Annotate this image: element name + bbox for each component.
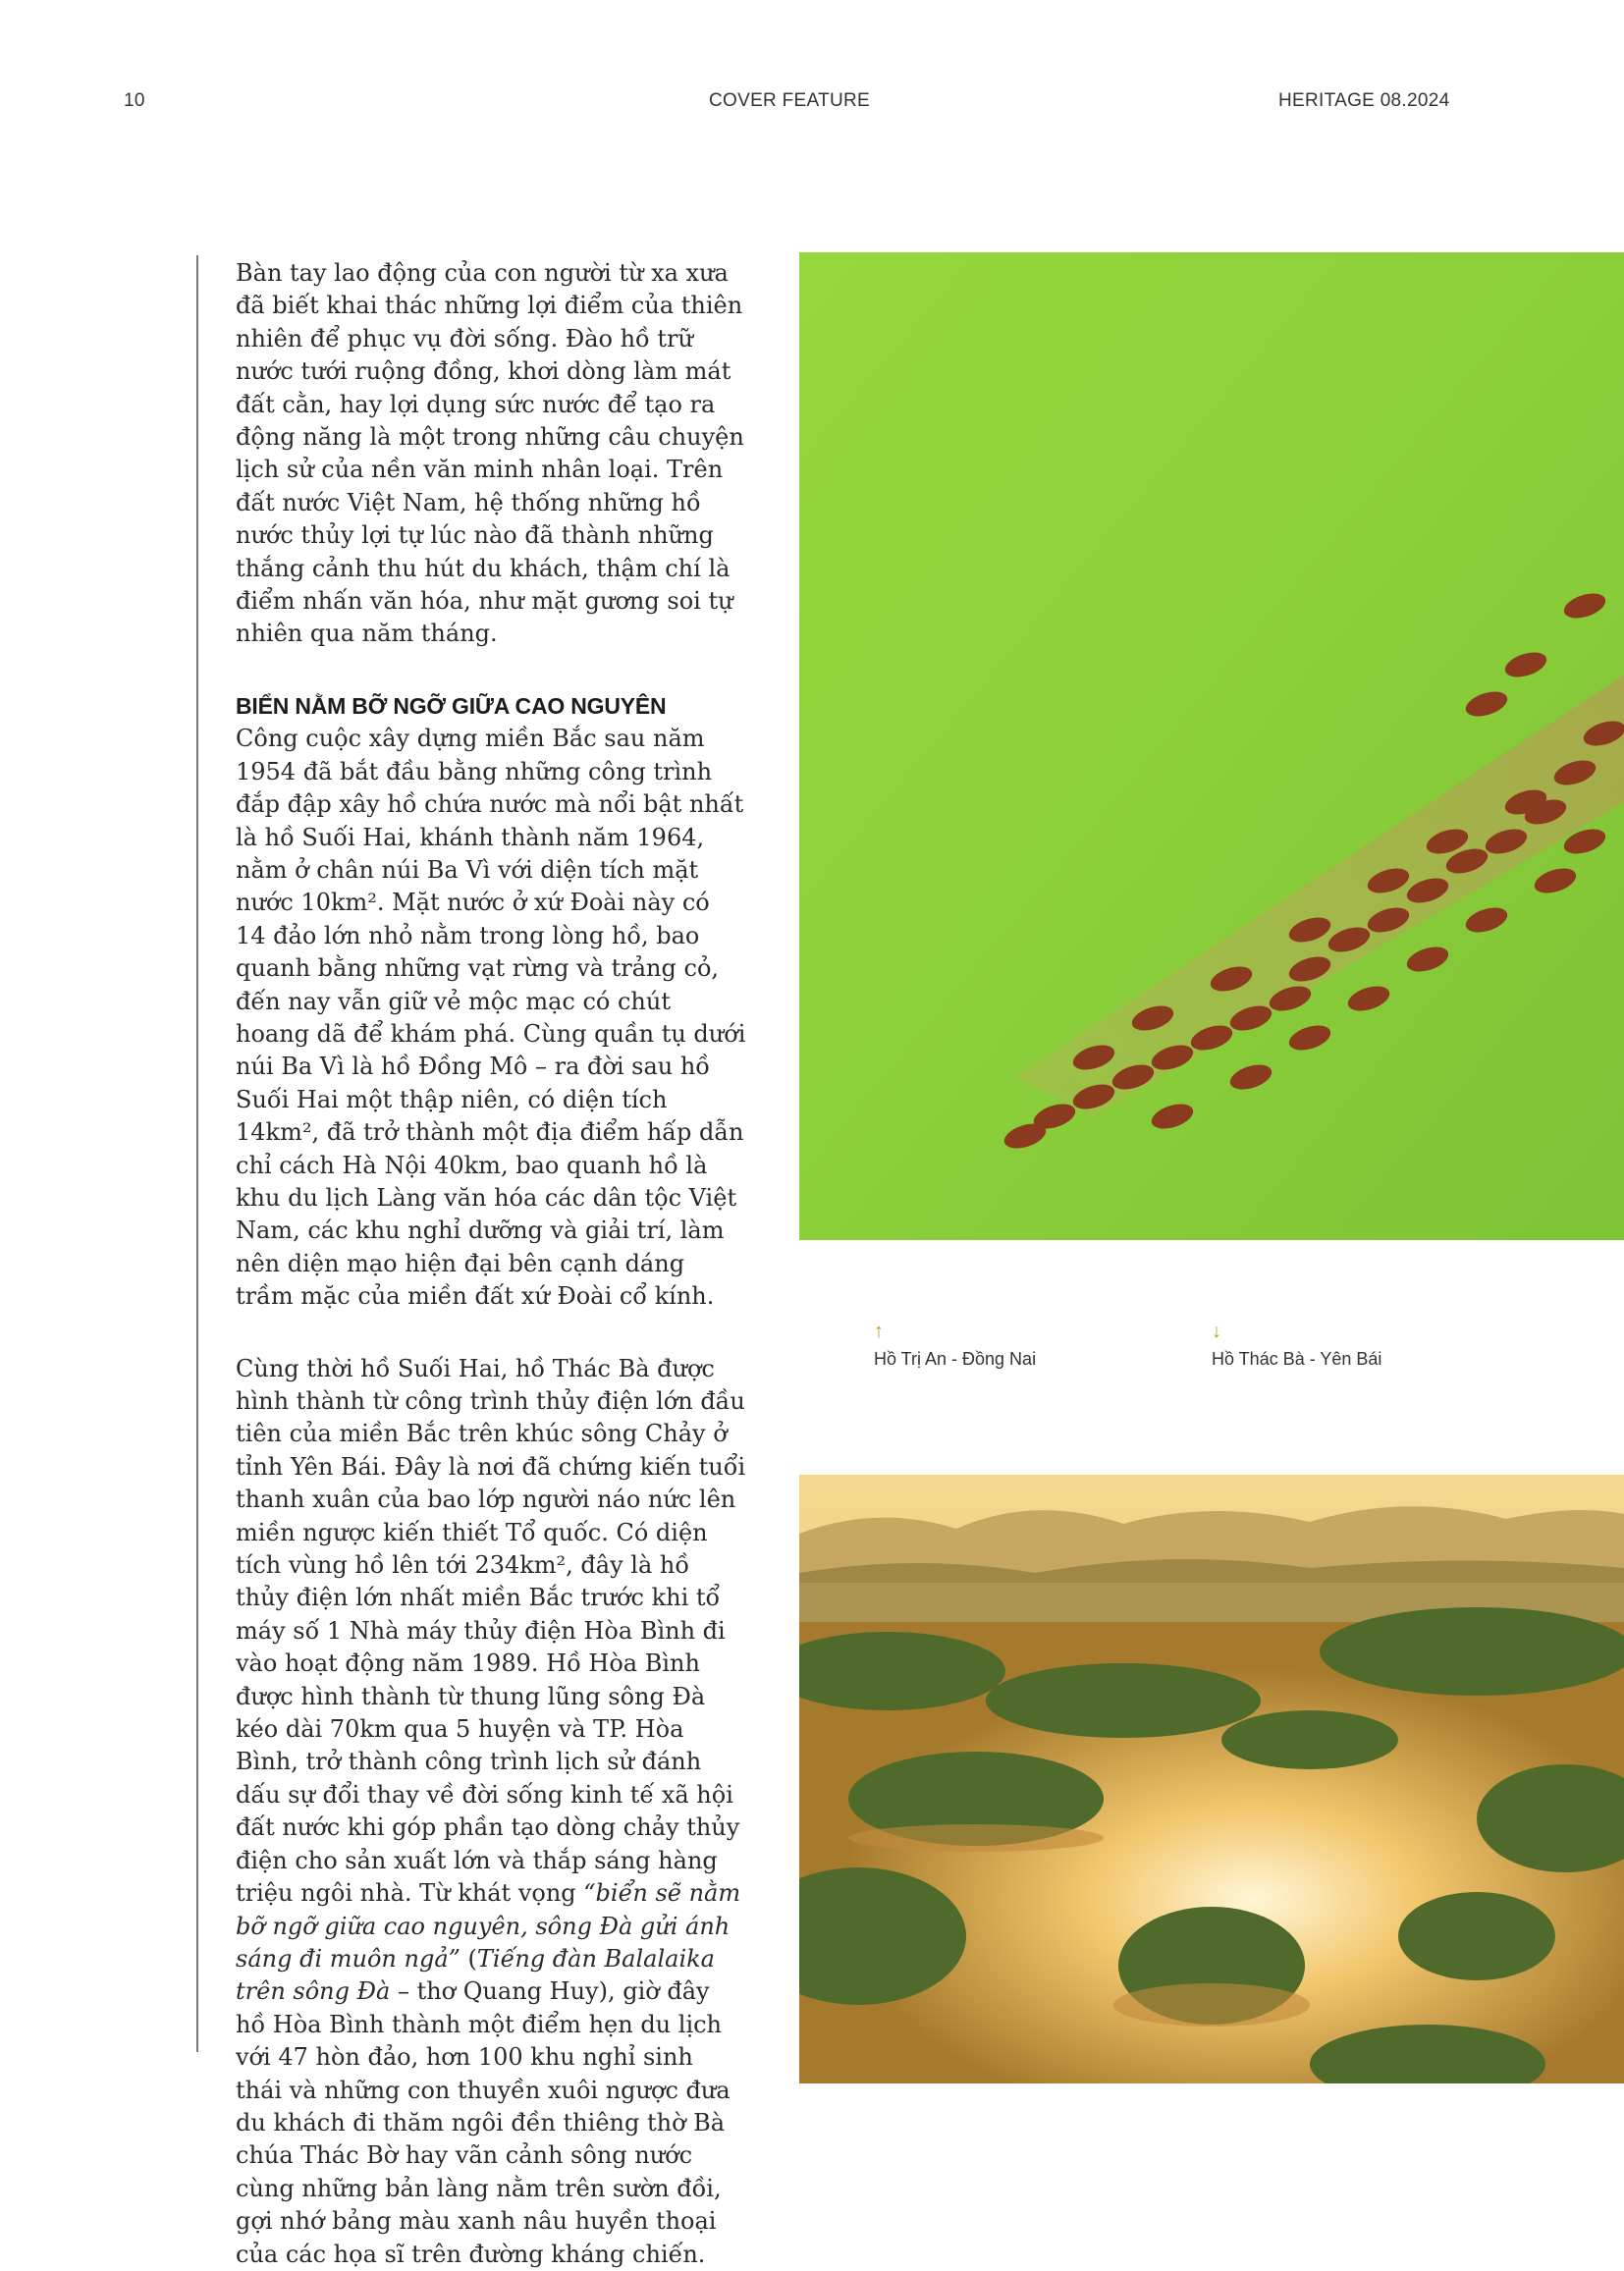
page-number: 10 [124,90,145,111]
column-rule [196,255,198,2052]
article-body [236,257,746,2271]
arrow-up-icon: ↑ [874,1321,884,1342]
section-heading: BIỂN NẰM BỠ NGỠ GIỮA CAO NGUYÊN [236,692,667,719]
issue-label: HERITAGE 08.2024 [1278,90,1450,111]
para2-text-a: Cùng thời hồ Suối Hai, hồ Thác Bà được hình thành từ công trình thủy điện lớn đầu tiên của miền Bắc trên khúc sông Chảy ở tỉnh Yên Bái. Đây là nơi đã chứng kiến tuổi thanh xuân của bao lớp người náo nức lên miền ngược kiến thiết Tổ quốc. Có diện tích vùng hồ lên tới 234km², đây là hồ thủy điện lớn nhất miền Bắc trước khi tổ máy số 1 Nhà máy thủy điện Hòa Bình đi vào hoạt động năm 1989. Hồ Hòa Bình được hình thành từ thung lũng sông Đà kéo dài 70km qua 5 huyện và TP. Hòa Bình, trở thành công trình lịch sử đánh dấu sự đổi thay về đời sống kinh tế xã hội đất nước khi góp phần tạo dòng chảy thủy điện cho sản xuất lớn và thắp sáng hàng triệu ngôi nhà. Từ khát vọng [236,1354,746,1908]
arrow-down-icon: ↓ [1212,1321,1221,1342]
para2-text-c: – thơ Quang Huy), giờ đây hồ Hòa Bình thành một điểm hẹn du lịch với 47 hòn đảo, hơn 100 khu nghỉ sinh thái và những con thuyền xuôi ngược đưa du khách đi thăm ngôi đền thiêng thờ Bà chúa Thác Bờ hay vãn cảnh sông nước cùng những bản làng nằm trên sườn đồi, gợi nhớ bảng màu xanh nâu huyền thoại của các họa sĩ trên đường kháng chiến. [236,1977,731,2268]
section-label: COVER FEATURE [709,90,871,111]
caption-bottom [1212,1320,1381,1370]
intro-paragraph: Bàn tay lao động của con người từ xa xưa đã biết khai thác những lợi điểm của thiên nhiên để phục vụ đời sống. Đào hồ trữ nước tưới ruộng đồng, khơi dòng làm mát đất cằn, hay lợi dụng sức nước để tạo ra động năng là một trong những câu chuyện lịch sử của nền văn minh nhân loại. Trên đất nước Việt Nam, hệ thống những hồ nước thủy lợi tự lúc nào đã thành những thắng cảnh thu hút du khách, thậm chí là điểm nhấn văn hóa, như mặt gương soi tự nhiên qua năm tháng. [236,259,744,648]
body-paragraph-2 [236,1353,746,2271]
caption-top [874,1320,1036,1370]
photo-tri-an-lake [799,252,1624,1240]
paragraph-gap [236,651,746,690]
caption-bottom-text: Hồ Thác Bà - Yên Bái [1212,1349,1382,1369]
islands-sunset-illustration [799,1475,1624,2083]
poem-title: Tiếng đàn Balalaika trên sông Đà [236,1944,715,2006]
para2-text-b: ( [460,1944,477,1973]
page-header [0,90,1624,120]
body-paragraph-1: Công cuộc xây dựng miền Bắc sau năm 1954 đã bắt đầu bằng những công trình đắp đập xây hồ chứa nước mà nổi bật nhất là hồ Suối Hai, khánh thành năm 1964, nằm ở chân núi Ba Vì với diện tích mặt nước 10km². Mặt nước ở xứ Đoài này có 14 đảo lớn nhỏ nằm trong lòng hồ, bao quanh bằng những vạt rừng và trảng cỏ, đến nay vẫn giữ vẻ mộc mạc có chút hoang dã để khám phá. Cùng quần tụ dưới núi Ba Vì là hồ Đồng Mô – ra đời sau hồ Suối Hai một thập niên, có diện tích 14km², đã trở thành một địa điểm hấp dẫn chỉ cách Hà Nội 40km, bao quanh hồ là khu du lịch Làng văn hóa các dân tộc Việt Nam, các khu nghỉ dưỡng và giải trí, làm nên diện mạo hiện đại bên cạnh dáng trầm mặc của miền đất xứ Đoài cổ kính. [236,725,746,1311]
paragraph-gap [236,1314,746,1353]
poem-quote: “biển sẽ nằm bỡ ngỡ giữa cao nguyên, sông Đà gửi ánh sáng đi muôn ngả” [236,1879,741,1973]
cattle-lake-illustration [799,252,1624,1240]
photo-thac-ba-lake [799,1475,1624,2083]
caption-top-text: Hồ Trị An - Đồng Nai [874,1349,1037,1369]
